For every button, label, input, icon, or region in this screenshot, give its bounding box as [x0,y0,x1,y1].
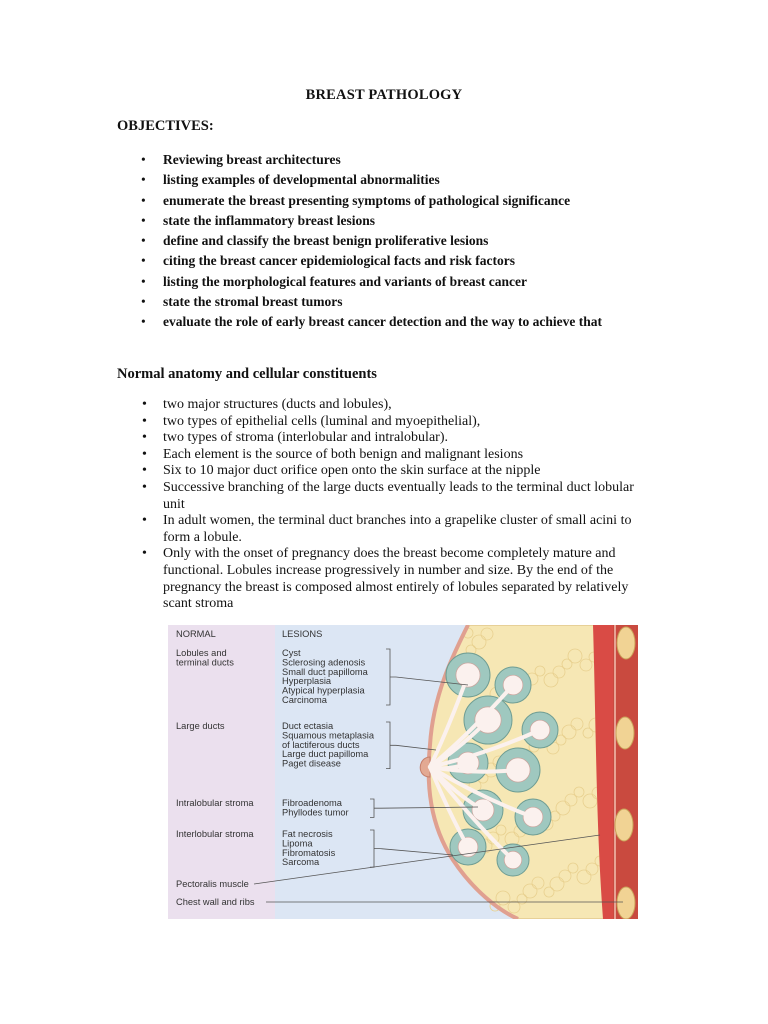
objectives-heading: OBJECTIVES: [117,118,214,134]
lesion-label: Lipoma [282,838,313,849]
rib [617,627,635,659]
pectoralis-label: Pectoralis muscle [176,879,249,889]
list-item: • Six to 10 major duct orifice open onto the skin surface at the nipple [117,463,652,480]
list-item: • enumerate the breast presenting symptoms of pathological significance [117,191,677,211]
anatomy-heading: Normal anatomy and cellular constituents [117,366,377,382]
list-item: • two major structures (ducts and lobules), [117,397,652,414]
lesion-label: Squamous metaplasia [282,730,374,741]
chest-wall [613,625,638,919]
lesion-label: Cyst [282,648,301,658]
list-item: • In adult women, the terminal duct branches into a grapelike cluster of small acini to form a lobule. [117,513,652,546]
lesion-label: Fibromatosis [282,847,336,858]
list-item: • state the inflammatory breast lesions [117,211,677,231]
normal-structure-label: Intralobular stroma [176,798,254,808]
breast-anatomy-figure [168,625,638,919]
lesion-label: Duct ectasia [282,721,334,731]
normal-column-background [168,625,275,919]
list-item: • Successive branching of the large ducts eventually leads to the terminal duct lobular unit [117,480,652,513]
lesion-label: Fibroadenoma [282,798,342,808]
breast-anatomy-illustration [168,625,638,919]
lesion-label: of lactiferous ducts [282,739,360,750]
normal-structure-label: Interlobular stroma [176,829,254,839]
rib [617,887,635,919]
normal-structure-label: Large ducts [176,721,225,731]
list-item: • citing the breast cancer epidemiological facts and risk factors [117,251,677,271]
list-item: • Only with the onset of pregnancy does the breast become completely mature and functional. Lobules increase progressively in number and size. By the end of the pregnancy the breast is composed almost entirely of lobules separated by relatively scant stroma [117,546,652,612]
list-item: • two types of stroma (interlobular and intralobular). [117,430,652,447]
lesion-label: Hyperplasia [282,676,332,687]
objectives-list [117,150,677,333]
chest-wall-label: Chest wall and ribs [176,897,255,907]
list-item: • evaluate the role of early breast cancer detection and the way to achieve that [117,312,677,332]
list-item: • Reviewing breast architectures [117,150,677,170]
anatomy-list [117,397,652,613]
list-item: • define and classify the breast benign proliferative lesions [117,231,677,251]
rib [615,809,633,841]
normal-structure-label: Lobules and [176,648,227,658]
lesion-label: Small duct papilloma [282,666,368,677]
lesion-label: Paget disease [282,758,341,769]
page-title: BREAST PATHOLOGY [305,87,463,103]
normal-structure-label: terminal ducts [176,657,234,668]
lesion-label: Fat necrosis [282,829,333,839]
lesion-label: Sarcoma [282,857,320,868]
lesion-label: Large duct papilloma [282,749,369,760]
normal-column-header: NORMAL [176,629,216,639]
list-item: • Each element is the source of both benign and malignant lesions [117,447,652,464]
lesion-label: Phyllodes tumor [282,807,349,818]
rib [616,717,634,749]
list-item: • state the stromal breast tumors [117,292,677,312]
list-item: • listing the morphological features and variants of breast cancer [117,272,677,292]
lesion-label: Carcinoma [282,695,327,705]
lesion-label: Atypical hyperplasia [282,685,365,696]
list-item: • listing examples of developmental abnormalities [117,170,677,190]
list-item: • two types of epithelial cells (luminal and myoepithelial), [117,414,652,431]
lesions-column-header: LESIONS [282,629,323,639]
lesion-label: Sclerosing adenosis [282,657,366,668]
